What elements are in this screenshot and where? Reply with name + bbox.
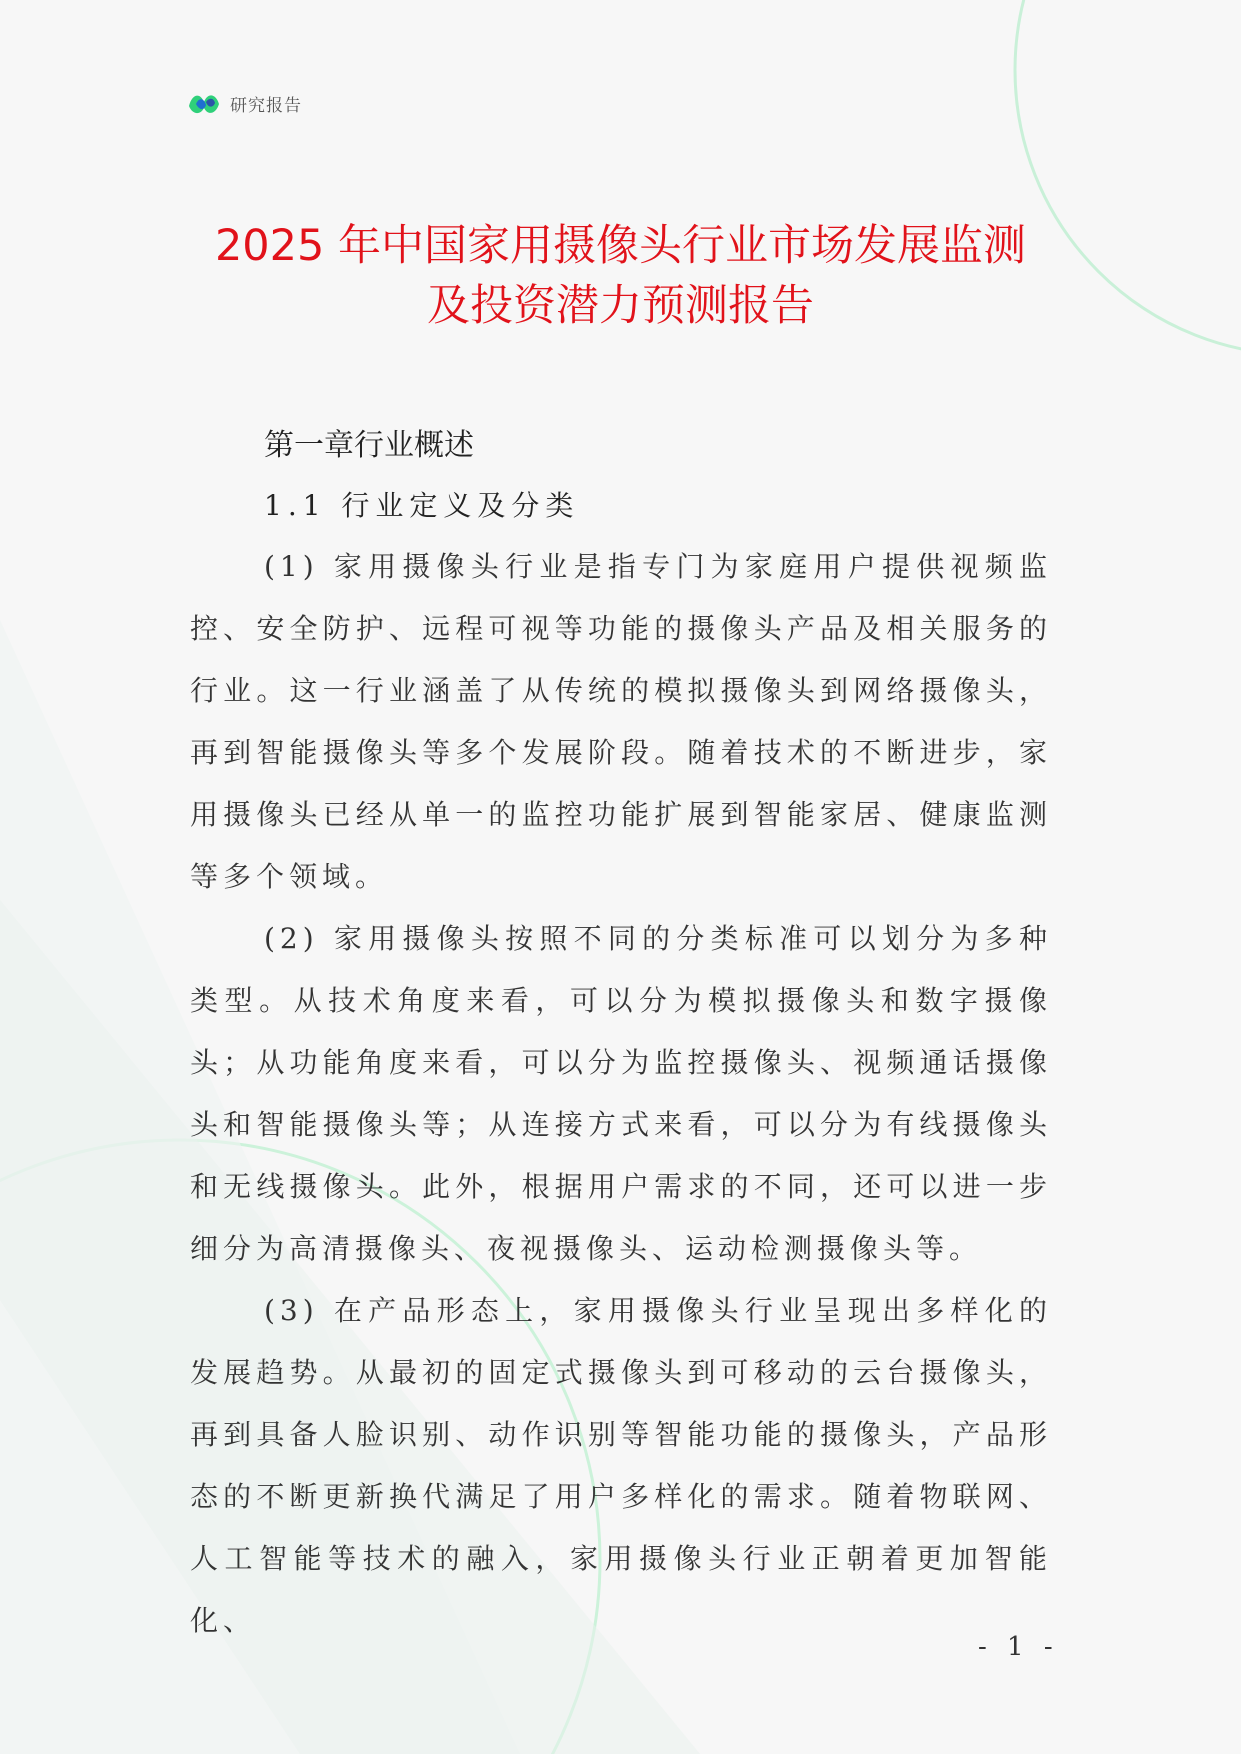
report-title-line-2: 及投资潜力预测报告 <box>427 281 814 331</box>
chapter-heading: 第一章行业概述 <box>264 428 474 463</box>
report-title <box>150 216 1091 336</box>
report-title-line-1: 2025 年中国家用摄像头行业市场发展监测 <box>214 221 1027 271</box>
body-text <box>190 536 1052 1652</box>
page-number: - 1 - <box>978 1632 1059 1662</box>
header-label: 研究报告 <box>230 95 302 116</box>
section-heading: 1.1 行业定义及分类 <box>264 489 580 522</box>
paragraph-3: (3) 在产品形态上，家用摄像头行业呈现出多样化的发展趋势。从最初的固定式摄像头到可移动的云台摄像头，再到具备人脸识别、动作识别等智能功能的摄像头，产品形态的不断更新换代满足了用户多样化的需求。随着物联网、人工智能等技术的融入，家用摄像头行业正朝着更加智能化、 <box>190 1294 1052 1637</box>
paragraph-1: (1) 家用摄像头行业是指专门为家庭用户提供视频监控、安全防护、远程可视等功能的摄像头产品及相关服务的行业。这一行业涵盖了从传统的模拟摄像头到网络摄像头，再到智能摄像头等多个发展阶段。随着技术的不断进步，家用摄像头已经从单一的监控功能扩展到智能家居、健康监测等多个领域。 <box>190 550 1052 893</box>
page-header <box>186 88 302 118</box>
brand-logo-icon <box>186 88 222 118</box>
paragraph-2: (2) 家用摄像头按照不同的分类标准可以划分为多种类型。从技术角度来看，可以分为模拟摄像头和数字摄像头；从功能角度来看，可以分为监控摄像头、视频通话摄像头和智能摄像头等；从连接方式来看，可以分为有线摄像头和无线摄像头。此外，根据用户需求的不同，还可以进一步细分为高清摄像头、夜视摄像头、运动检测摄像头等。 <box>190 922 1052 1265</box>
